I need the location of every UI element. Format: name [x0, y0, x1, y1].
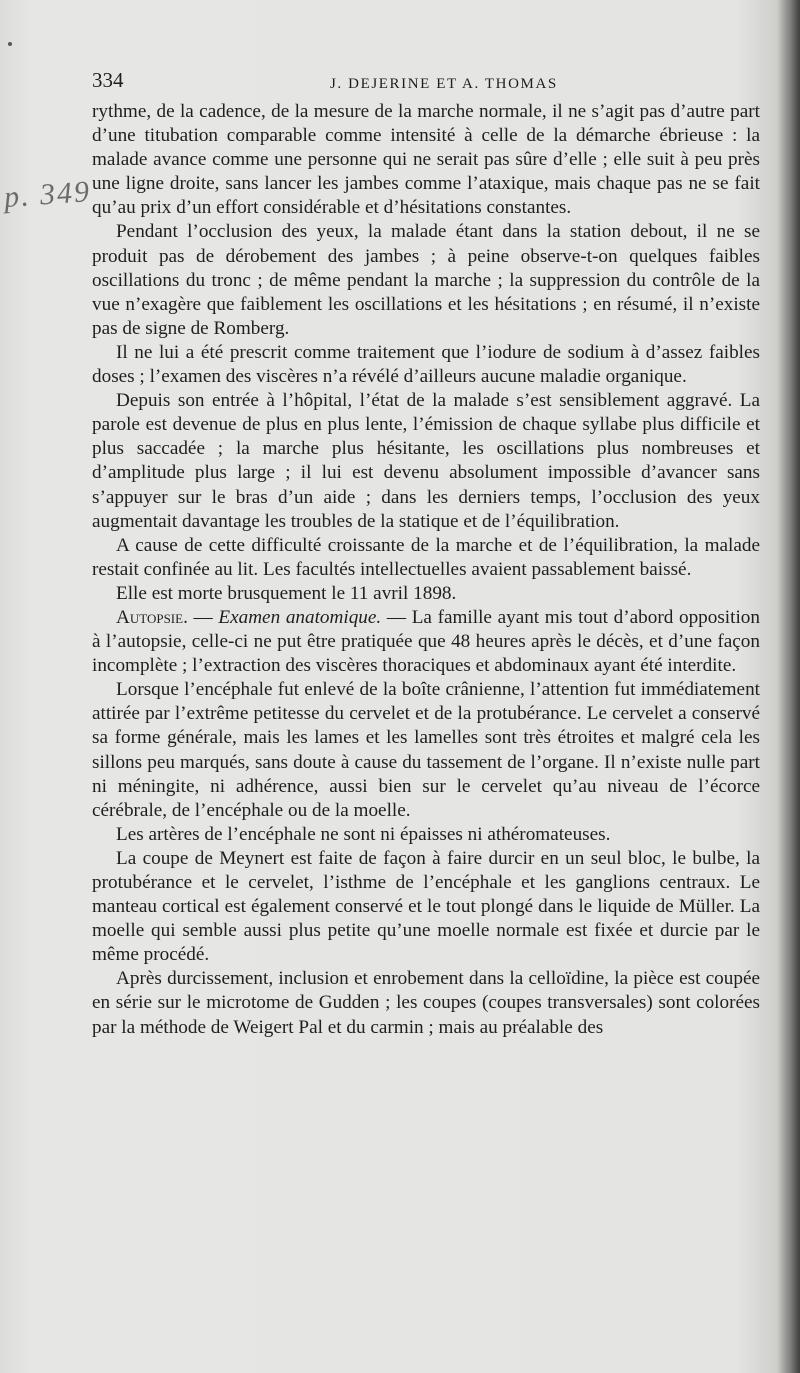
paragraph: Pendant l’occlusion des yeux, la malade étant dans la station debout, il ne se produit pas de dérobement des jambes ; à peine observe-t-on quelques faibles oscillations du tronc ; de même pendant la marche ; la suppression du contrôle de la vue n’exagère que faiblement les oscillations et les hésitations ; en résumé, il n’existe pas de signe de Romberg.	[92, 221, 760, 339]
paragraph: Après durcissement, inclusion et enrobement dans la celloïdine, la pièce est coupée en série sur le microtome de Gudden ; les coupes (coupes transversales) sont colorées par la méthode de Weigert Pal et du carmin ; mais au préalable des	[92, 968, 760, 1038]
paragraph: Les artères de l’encéphale ne sont ni épaisses ni athéromateuses.	[116, 823, 611, 845]
paragraph	[92, 606, 760, 678]
section-title: Examen anatomique.	[218, 606, 382, 628]
page-header	[92, 68, 762, 98]
page-edge-shadow	[778, 0, 800, 1373]
paragraph: La coupe de Meynert est faite de façon à faire durcir en un seul bloc, le bulbe, la protubérance et le cervelet, l’isthme de l’encéphale et les ganglions centraux. Le manteau cortical est également conservé et le tout plongé dans le liquide de Müller. La moelle qui semble aussi plus petite qu’une moelle normale est fixée et durcie par le même procédé.	[92, 847, 760, 966]
dash: —	[187, 606, 219, 628]
paragraph: rythme, de la cadence, de la mesure de la marche normale, il ne s’agit pas d’autre part d’une titubation comparable comme intensité à celle de la démarche ébrieuse : la malade avance comme une personne qui ne serait pas sûre d’elle ; elle suit à peu près une ligne droite, sans lancer les jambes comme l’ataxique, mais chaque pas ne se fait qu’au prix d’un effort considérable et d’hésitations constantes.	[92, 101, 760, 219]
handwritten-margin-note: p. 349	[2, 175, 93, 214]
paragraph: Il ne lui a été prescrit comme traitement que l’iodure de sodium à d’assez faibles doses ; l’examen des viscères n’a révélé d’ailleurs aucune maladie organique.	[92, 341, 760, 388]
page-number: 334	[92, 68, 124, 92]
paragraph: Lorsque l’encéphale fut enlevé de la boîte crânienne, l’attention fut immédiatement attirée par l’extrême petitesse du cervelet et de la protubérance. Le cervelet a conservé sa forme générale, mais les lames et les lamelles sont très étroites et malgré cela les sillons peu marqués, sans doute à cause du tassement de l’organe. Il n’existe nulle part ni méningite, ni adhérence, aussi bien sur le cervelet qu’au niveau de l’écorce cérébrale, de l’encéphale ou de la moelle.	[92, 679, 760, 821]
paragraph-text: — La famille ayant mis tout d’abord opposition à l’autopsie, celle-ci ne put être pratiquée que 48 heures après le décès, et d’une façon incomplète ; l’extraction des viscères thoraciques et abdominaux ayant été interdite.	[92, 606, 760, 677]
paragraph: A cause de cette difficulté croissante de la marche et de l’équilibration, la malade restait confinée au lit. Les facultés intellectuelles avaient passablement baissé.	[92, 534, 760, 580]
body-text	[92, 100, 760, 1040]
paragraph: Depuis son entrée à l’hôpital, l’état de la malade s’est sensiblement aggravé. La parole est devenue de plus en plus lente, l’émission de chaque syllabe plus difficile et plus saccadée ; la marche plus hésitante, les oscillations plus nombreuses et d’amplitude plus large ; il lui est devenu absolument impossible d’avancer sans s’appuyer sur le bras d’un aide ; dans les derniers temps, l’occlusion des yeux augmentait davantage les troubles de la statique et de l’équilibration.	[92, 390, 760, 532]
section-label: Autopsie.	[116, 606, 188, 628]
running-head: J. DEJERINE ET A. THOMAS	[330, 76, 558, 92]
ink-speck	[8, 42, 12, 46]
paragraph: Elle est morte brusquement le 11 avril 1898.	[116, 582, 457, 604]
